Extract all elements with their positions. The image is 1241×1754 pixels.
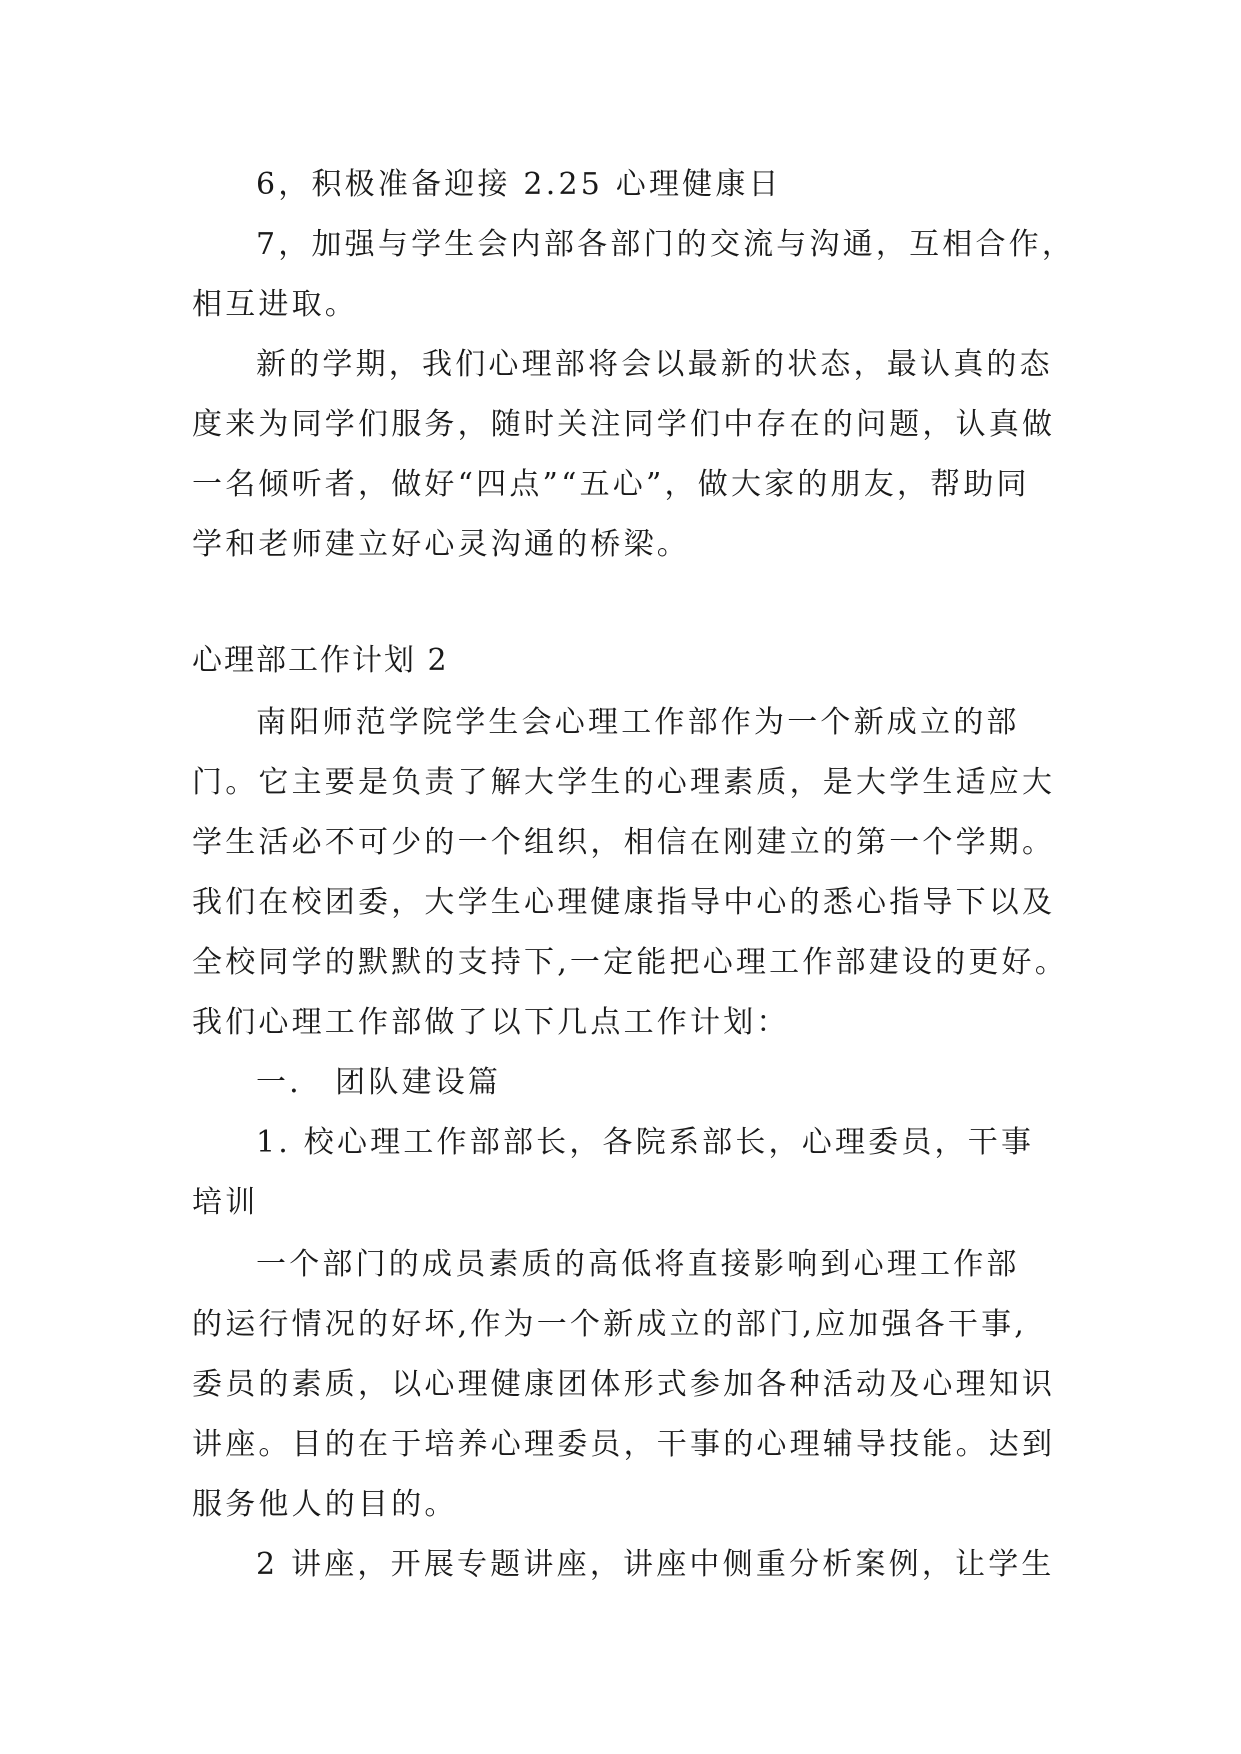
list-item-6: 6，积极准备迎接 2.25 心理健康日 (256, 167, 782, 202)
paragraph-line: 讲座。目的在于培养心理委员，干事的心理辅导技能。达到 (192, 1427, 1056, 1462)
paragraph-line: 门。它主要是负责了解大学生的心理素质，是大学生适应大 (192, 765, 1056, 800)
paragraph-line: 我们心理工作部做了以下几点工作计划： (192, 1005, 790, 1040)
paragraph-line: 度来为同学们服务，随时关注同学们中存在的问题，认真做 (192, 407, 1056, 442)
paragraph-line: 一个部门的成员素质的高低将直接影响到心理工作部 (256, 1247, 1020, 1282)
paragraph-line: 服务他人的目的。 (192, 1487, 458, 1522)
subsection-heading: 一． 团队建设篇 (256, 1065, 502, 1100)
list-item-7: 7，加强与学生会内部各部门的交流与沟通，互相合作， (256, 227, 1076, 262)
paragraph-line: 学和老师建立好心灵沟通的桥梁。 (192, 527, 690, 562)
paragraph-line: 学生活必不可少的一个组织，相信在刚建立的第一个学期。 (192, 825, 1056, 860)
section-heading: 心理部工作计划 2 (192, 643, 449, 678)
paragraph-line: 的运行情况的好坏,作为一个新成立的部门,应加强各干事, (192, 1307, 1028, 1342)
list-item-7-continued: 相互进取。 (192, 287, 358, 322)
paragraph-line: 我们在校团委，大学生心理健康指导中心的悉心指导下以及 (192, 885, 1056, 920)
list-item-1: 1. 校心理工作部部长，各院系部长，心理委员，干事 (256, 1125, 1035, 1160)
paragraph-line: 新的学期，我们心理部将会以最新的状态，最认真的态 (256, 347, 1053, 382)
paragraph-line: 一名倾听者，做好“四点”“五心”，做大家的朋友，帮助同 (192, 467, 1030, 502)
list-item-2: 2 讲座，开展专题讲座，讲座中侧重分析案例，让学生 (256, 1547, 1055, 1582)
list-item-1-continued: 培训 (192, 1185, 259, 1220)
paragraph-line: 委员的素质，以心理健康团体形式参加各种活动及心理知识 (192, 1367, 1056, 1402)
paragraph-line: 全校同学的默默的支持下,一定能把心理工作部建设的更好。 (192, 945, 1068, 980)
paragraph-line: 南阳师范学院学生会心理工作部作为一个新成立的部 (256, 705, 1020, 740)
